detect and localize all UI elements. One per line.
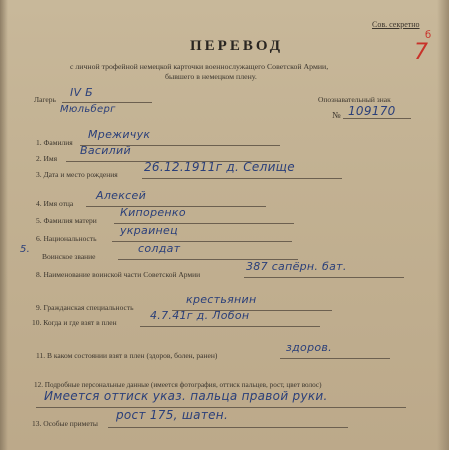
field-nationality-label: 6. Национальность <box>36 234 97 243</box>
field-features-label: 13. Особые приметы <box>32 419 98 428</box>
pow-id-label: Опознавательный знак <box>318 95 391 104</box>
field-nationality-value: украинец <box>120 224 178 237</box>
field-birth-value: 26.12.1911г д. Селище <box>144 160 295 174</box>
field-name-value: Василий <box>80 144 131 157</box>
field-unit-line <box>244 277 404 278</box>
document-subtitle-line1: с личной трофейной немецкой карточки военнослужащего Советской Армии, <box>70 62 329 71</box>
field-capture-value: 4.7.41г д. Лобон <box>150 309 250 322</box>
field-profession-label: 9. Гражданская специальность <box>36 303 134 312</box>
field-rank-label: Воинское звание <box>42 252 96 261</box>
field-father-label: 4. Имя отца <box>36 199 74 208</box>
field-profession-value: крестьянин <box>186 293 257 306</box>
field-capture-label: 10. Когда и где взят в плен <box>32 318 117 327</box>
pow-id-underline <box>343 118 411 119</box>
camp-value-name: Мюльберг <box>60 104 116 115</box>
field-details-label: 12. Подробные персональные данные (имеется фотография, оттиск пальцев, рост, цвет волос) <box>34 381 322 389</box>
field-name-label: 2. Имя <box>36 154 58 163</box>
document-title: ПЕРЕВОД <box>190 38 284 54</box>
field-capture-line <box>140 326 320 327</box>
field-condition-label: 11. В каком состоянии взят в плен (здоров, болен, ранен) <box>36 351 218 360</box>
field-rank-value: солдат <box>138 242 181 255</box>
camp-value-number: IV Б <box>70 86 94 99</box>
field-rank-number: 5. <box>20 244 31 255</box>
field-condition-value: здоров. <box>286 341 332 354</box>
document-subtitle-line2: бывшего в немецком плену. <box>165 72 257 81</box>
secret-stamp: Сов. секретно <box>372 20 420 29</box>
red-archive-number: 7 <box>414 40 428 65</box>
field-birth-label: 3. Дата и место рождения <box>36 170 118 179</box>
field-unit-label: 8. Наименование воинской части Советской Армии <box>36 270 201 279</box>
field-details-value: Имеется оттиск указ. пальца правой руки. <box>44 389 328 403</box>
field-mother-label: 5. Фамилия матери <box>36 216 97 225</box>
paper-edge-shadow <box>0 0 8 450</box>
field-mother-value: Кипоренко <box>120 206 186 219</box>
field-surname-label: 1. Фамилия <box>36 138 73 147</box>
field-condition-line <box>280 358 390 359</box>
field-features-value: рост 175, шатен. <box>116 408 229 422</box>
field-father-value: Алексей <box>96 189 147 202</box>
field-features-line <box>108 427 348 428</box>
field-surname-value: Мрежичук <box>88 128 151 141</box>
paper-edge-shadow <box>437 0 449 450</box>
pow-id-value: 109170 <box>348 104 396 118</box>
field-unit-value: 387 сапёрн. бат. <box>246 260 347 273</box>
camp-underline <box>62 102 152 103</box>
red-archive-subnumber: б <box>425 30 432 41</box>
field-birth-line <box>142 178 342 179</box>
camp-label: Лагерь <box>34 95 56 104</box>
pow-id-prefix: № <box>332 110 341 120</box>
